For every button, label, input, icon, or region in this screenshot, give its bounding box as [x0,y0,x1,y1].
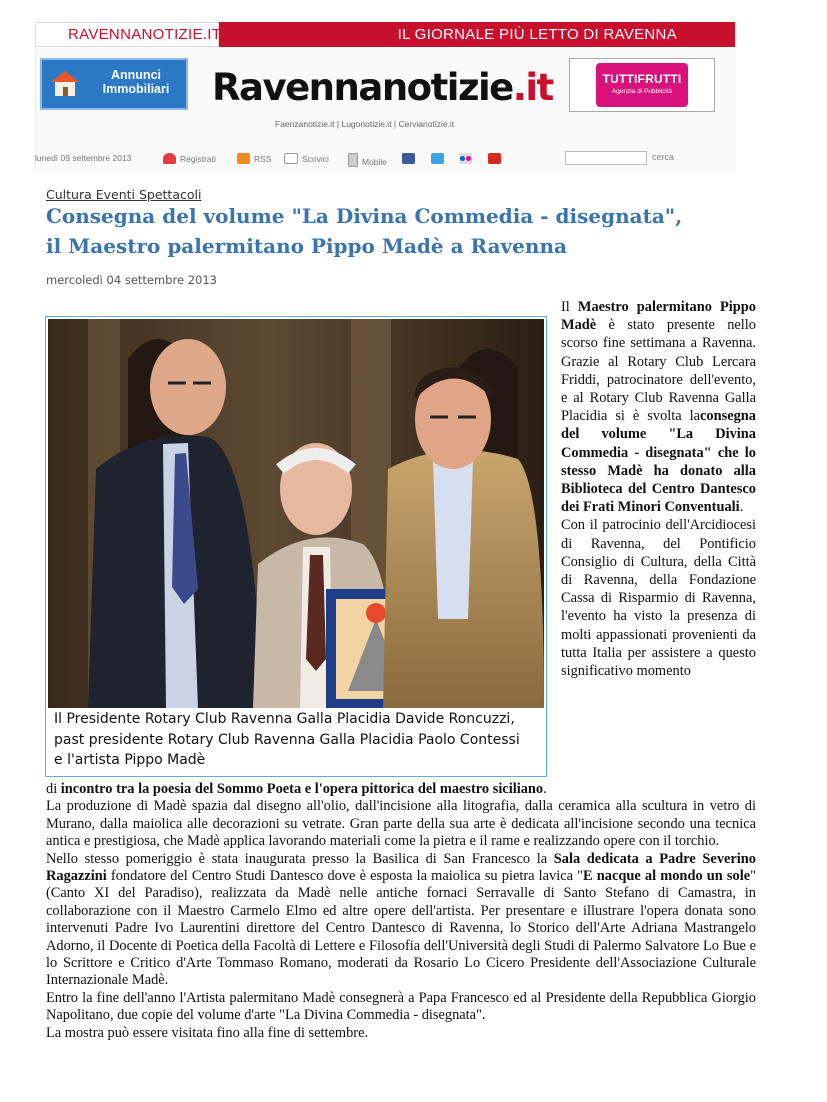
site-slogan: IL GIORNALE PIÙ LETTO DI RAVENNA [397,26,677,43]
flickr-link[interactable] [459,153,476,164]
register-icon [163,153,176,164]
register-link[interactable]: Registrati [163,153,216,164]
article-paragraph-4: Nello stesso pomeriggio è stata inaugurata presso la Basilica di San Francesco la Sala dedicata a Padre Severino Ragazzini fondatore del Centro Studi Dantesco dove è esposta la maiolica su pietra lavica "E nacque al mondo un sole" (Canto XI del Paradiso), realizzata da Madè nelle antiche fornaci Serravalle di Santo Stefano di Camastra, in collaborazione con il Maestro Carmelo Elmo ed altre opere dell'artista. Per presentare e illustrare l'opera donata sono intervenuti Padre Ivo Laurentini direttore del Centro Dantesco di Ravenna, lo Storico dell'Arte Adriana Mastrangelo Adorno, il Docente di Poetica della Facoltà di Lettere e Filosofia dell'Università degli Studi di Palermo Salvatore Lo Bue e lo Scrittore e Critico d'Arte Tommaso Romano, moderati da Rosario Lo Cicero Presidente dell'Associazione Culturale Internazionale Madè. [46,850,756,989]
photo-caption: Il Presidente Rotary Club Ravenna Galla Placidia Davide Roncuzzi, past presidente Rotary Club Ravenna Galla Placidia Paolo Contessi e l'artista Pippo Madè [54,711,520,768]
sister-sites-links[interactable]: Faenzanotizie.it | Lugonotizie.it | Cervianotizie.it [275,119,455,129]
twitter-link[interactable] [431,153,448,164]
article-body-full [46,781,756,1042]
ad-annunci-text: Annunci Immobiliari [102,68,170,96]
youtube-link[interactable] [488,153,505,164]
toolbar-date: lunedì 09 settembre 2013 [35,153,132,163]
twitter-icon [431,153,444,164]
ad-annunci-immobiliari[interactable] [40,58,188,110]
article-paragraph-2: Con il patrocinio dell'Arcidiocesi di Ravenna, del Pontificio Consiglio di Cultura, della Città di Ravenna, della Fondazione Cassa di Risparmio di Ravenna, l'evento ha visto la presenza di molti appassionati provenienti da tutta Italia per assistere a questo significativo momento [561,517,756,680]
article-paragraph-5: Entro la fine dell'anno l'Artista palermitano Madè consegnerà a Papa Francesco ed al Presidente della Repubblica Giorgio Napolitano, due copie del volume d'arte "La Divina Commedia - disegnata". [46,989,756,1024]
house-icon [48,68,82,98]
rss-link[interactable]: RSS [237,153,271,164]
search-button[interactable]: cerca [652,152,675,162]
write-us-link[interactable]: Scrivici [284,153,329,164]
search-input[interactable] [565,151,647,165]
article-paragraph-6: La mostra può essere visitata fino alla fine di settembre. [46,1024,369,1041]
article-date: mercoledì 04 settembre 2013 [46,273,217,287]
ad-tuttifrutti[interactable] [569,58,715,112]
article-paragraph-3: La produzione di Madè spazia dal disegno all'olio, dall'incisione alla litografia, dalla ceramica alla scultura in vetro di Murano, dalla maiolica alle decorazioni su vetrate. Gran parte della sua arte è dedicata all'incisione secondo una tecnica antica e prestigiosa, che Madè applica lavorando materiali come la pietra e il rame e realizzando opere con il torchio. [46,798,756,850]
youtube-icon [488,153,501,164]
top-banner [35,22,735,47]
facebook-icon [402,153,415,164]
envelope-icon [284,153,298,164]
site-logo[interactable]: Ravennanotizie.it [212,66,553,109]
article-category-link[interactable]: Cultura Eventi Spettacoli [46,187,202,202]
facebook-link[interactable] [402,153,419,164]
ad-tuttifrutti-box: TUTTIFRUTTI Agenzia di Pubblicità [596,63,688,107]
article-paragraph-1: Il Maestro palermitano Pippo Madè è stato presente nello scorso fine settimana a Ravenna. Grazie al Rotary Club Lercara Friddi, patrocinatore dell'evento, e al Rotary Club Ravenna Galla Placidia si è svolta laconsegna del volume "La Divina Commedia - disegnata" che lo stesso Madè ha donato alla Biblioteca del Centro Dantesco dei Frati Minori Conventuali. [561,299,756,516]
site-name[interactable]: RAVENNANOTIZIE.IT [35,22,219,47]
article-photo [48,319,544,708]
article-body-column [561,298,756,680]
article-figure [45,316,547,777]
article-title: Consegna del volume "La Divina Commedia - disegnata", il Maestro palermitano Pippo Madè a Ravenna [46,204,683,258]
mobile-link[interactable]: Mobile [348,153,387,167]
mobile-icon [348,153,358,167]
article-paragraph-2-cont: di incontro tra la poesia del Sommo Poeta e l'opera pittorica del maestro siciliano. [46,781,547,797]
flickr-icon [459,153,472,164]
rss-icon [237,153,250,164]
